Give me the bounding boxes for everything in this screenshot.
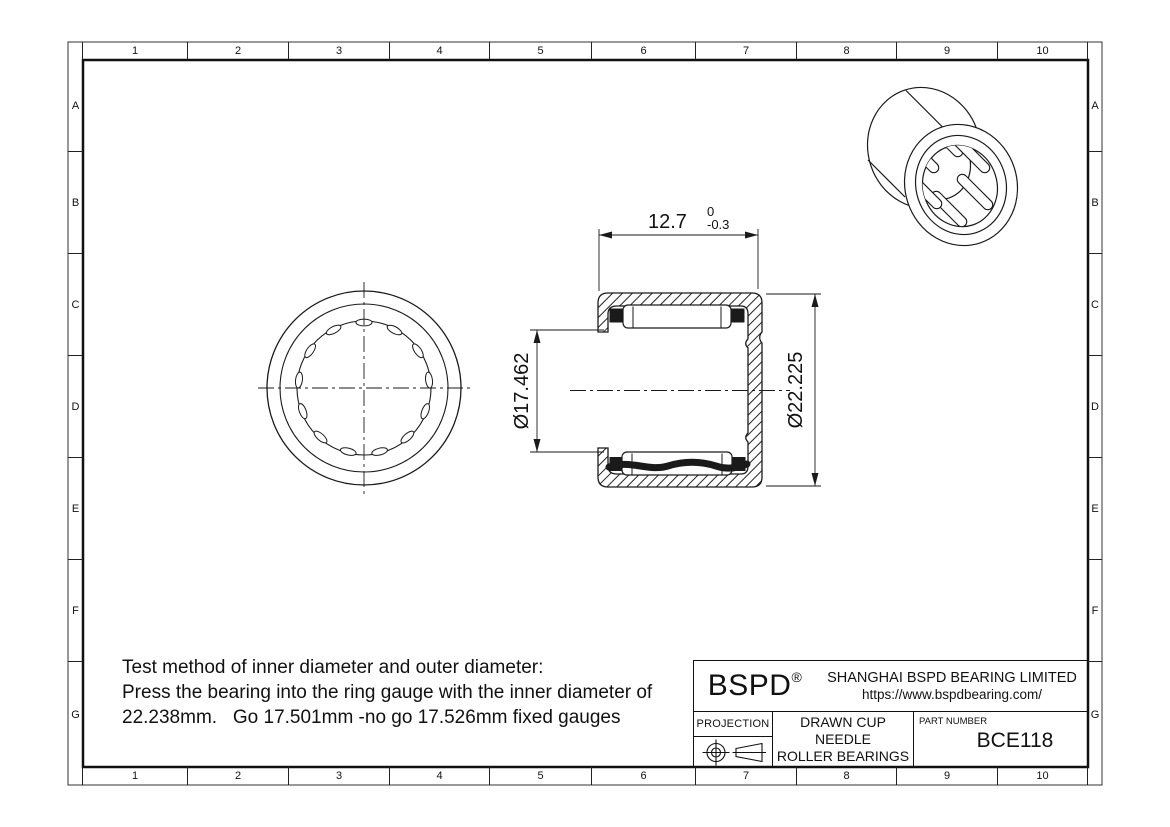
dimension-outer-diameter: Ø22.225 [785, 351, 807, 429]
grid-row-label: E [1088, 458, 1102, 560]
company-website[interactable]: https://www.bspdbearing.com/ [861, 687, 1043, 702]
front-view-drawing [258, 282, 470, 494]
dimension-lines [530, 229, 821, 486]
registered-trademark-symbol: ® [791, 669, 803, 685]
grid-column-label: 1 [83, 767, 188, 785]
grid-row-label: B [68, 152, 83, 254]
grid-column-label: 7 [696, 767, 797, 785]
grid-row-label: C [68, 254, 83, 356]
grid-column-strip-bottom [68, 767, 1102, 785]
title-block [693, 660, 1088, 767]
grid-column-label: 4 [390, 767, 490, 785]
part-number-label: PART NUMBER [919, 716, 988, 727]
bottom-roller-section [609, 452, 747, 475]
tolerance-upper: 0 [707, 204, 715, 219]
company-info [816, 661, 1088, 711]
part-number-cell [914, 712, 1088, 767]
grid-column-label: 5 [490, 42, 592, 60]
grid-row-label: C [1088, 254, 1102, 356]
grid-row-label: F [1088, 560, 1102, 662]
grid-row-label: G [1090, 708, 1100, 721]
projection-label: PROJECTION [694, 712, 772, 737]
centerlines [258, 282, 470, 494]
grid-row-strip-left [68, 60, 83, 767]
grid-column-label: 10 [998, 767, 1088, 785]
tolerance-lower: -0.3 [707, 217, 730, 232]
dimension-inner-diameter: Ø17.462 [511, 352, 533, 430]
part-number-value: BCE118 [976, 729, 1054, 752]
grid-column-strip-top [68, 42, 1102, 60]
top-roller-section [610, 305, 745, 328]
grid-column-label: 4 [390, 42, 490, 60]
grid-column-label: 2 [188, 767, 289, 785]
grid-column-label: 5 [490, 767, 592, 785]
grid-column-label: 6 [592, 42, 696, 60]
grid-row-label: A [1088, 60, 1102, 152]
grid-column-label: 8 [797, 767, 897, 785]
grid-row-label: F [68, 560, 83, 662]
product-line-1: DRAWN CUP NEEDLE [800, 714, 886, 747]
title-block-body [694, 712, 1088, 767]
company-name: SHANGHAI BSPD BEARING LIMITED [827, 670, 1077, 686]
isometric-view-drawing [852, 73, 1033, 261]
grid-column-label: 3 [289, 42, 390, 60]
dimension-width-tolerance [707, 205, 729, 231]
dimension-arrows [534, 232, 819, 487]
note-line-3: 22.238mm. Go 17.501mm -no go 17.526mm fixed gauges [122, 707, 621, 728]
grid-column-label: 2 [188, 42, 289, 60]
grid-corner-cell [68, 42, 83, 60]
grid-column-label: 10 [998, 42, 1088, 60]
grid-column-label: 1 [83, 42, 188, 60]
product-line-2: ROLLER BEARINGS [776, 748, 910, 764]
grid-row-label: G [71, 708, 80, 721]
grid-corner-cell [1088, 42, 1102, 60]
grid-column-label: 6 [592, 767, 696, 785]
grid-column-label: 9 [897, 767, 998, 785]
grid-row-label: B [1088, 152, 1102, 254]
grid-row-label: D [1088, 356, 1102, 458]
projection-cell [694, 712, 773, 767]
grid-column-label: 9 [897, 42, 998, 60]
grid-column-label: 7 [696, 42, 797, 60]
product-title [773, 712, 914, 767]
title-block-header [694, 661, 1088, 712]
section-view-drawing [570, 293, 790, 487]
grid-row-strip-right [1088, 60, 1102, 767]
dimension-width-value: 12.7 [648, 211, 687, 233]
grid-column-label: 8 [797, 42, 897, 60]
brand-logo [694, 661, 816, 711]
grid-row-label: D [68, 356, 83, 458]
first-angle-projection-icon [694, 737, 772, 767]
grid-column-label: 3 [289, 767, 390, 785]
note-line-1: Test method of inner diameter and outer diameter: [122, 657, 544, 678]
test-method-notes [122, 655, 652, 730]
grid-corner-cell [1088, 767, 1102, 785]
note-line-2: Press the bearing into the ring gauge with the inner diameter of [122, 682, 653, 703]
grid-row-label: E [68, 458, 83, 560]
grid-row-label: A [68, 60, 83, 152]
brand-name: BSPD [707, 669, 792, 702]
grid-corner-cell [68, 767, 83, 785]
